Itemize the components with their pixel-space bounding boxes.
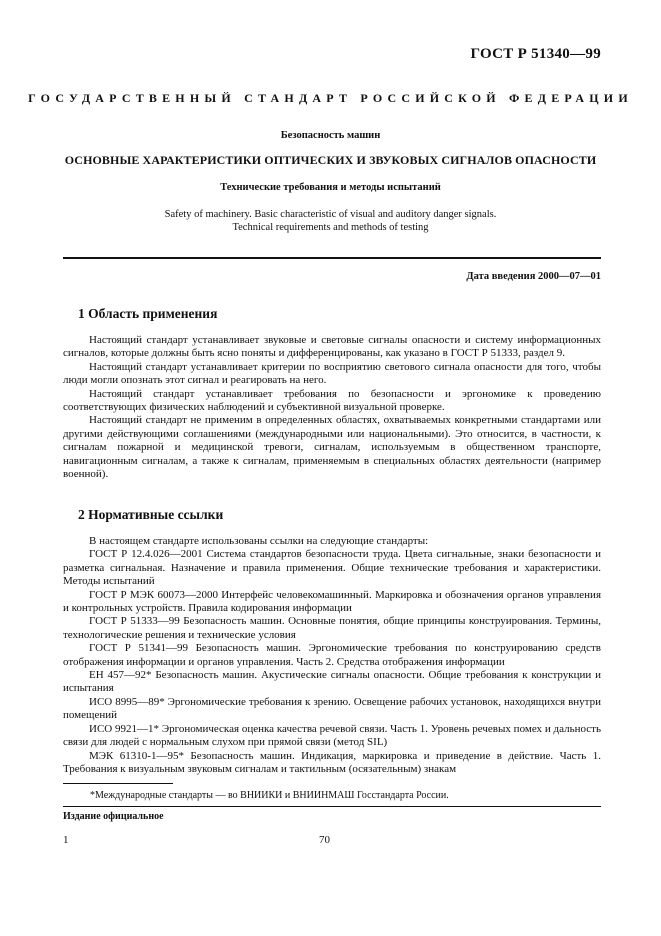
footnote-divider	[63, 783, 173, 784]
official-edition-label: Издание официальное	[63, 811, 164, 822]
reference-item: ИСО 8995—89* Эргономические требования к зрению. Освещение рабочих установок, находящихся внутри помещений	[63, 695, 601, 722]
paragraph: Настоящий стандарт устанавливает критерии по восприятию светового сигнала опасности для того, чтобы люди могли опознать этот сигнал и реагировать на него.	[63, 360, 601, 387]
requirements-subtitle: Технические требования и методы испытаний	[220, 182, 441, 193]
reference-item: ГОСТ Р 12.4.026—2001 Система стандартов безопасности труда. Цвета сигнальные, знаки безопасности и разметка сигнальная. Назначение и правила применения. Общие технические требования и характеристики. Методы испытаний	[63, 548, 601, 588]
reference-item: ГОСТ Р МЭК 60073—2000 Интерфейс человекомашинный. Маркировка и обозначения органов управления и контрольных устройств. Правила кодирования информации	[63, 588, 601, 615]
paragraph: Настоящий стандарт устанавливает требования по безопасности и эргономике к проведению соответствующих физических наблюдений и субъективной визуальной проверке.	[63, 387, 601, 414]
header-divider	[63, 257, 601, 259]
footer-divider	[63, 806, 601, 807]
section-1-body	[63, 334, 601, 481]
page-number-center: 70	[319, 834, 330, 846]
paragraph: В настоящем стандарте использованы ссылки на следующие стандарты:	[89, 535, 429, 547]
section-1-heading: 1 Область применения	[78, 306, 218, 321]
reference-item: ГОСТ Р 51341—99 Безопасность машин. Эргономические требования по конструированию средств отображения информации и органов управления. Часть 2. Средства отображения информации	[63, 642, 601, 668]
english-title-line-1: Safety of machinery. Basic characteristic of visual and auditory danger signals.	[164, 209, 497, 220]
section-2-heading: 2 Нормативные ссылки	[78, 507, 224, 522]
main-title: ОСНОВНЫЕ ХАРАКТЕРИСТИКИ ОПТИЧЕСКИХ И ЗВУКОВЫХ СИГНАЛОВ ОПАСНОСТИ	[64, 153, 597, 167]
english-title	[0, 208, 661, 234]
introduction-date: Дата введения 2000—07—01	[466, 271, 601, 282]
document-code: ГОСТ Р 51340—99	[470, 46, 601, 62]
english-title-line-2: Technical requirements and methods of testing	[232, 222, 429, 233]
footnote: *Международные стандарты — во ВНИИКИ и ВНИИНМАШ Госстандарта России.	[90, 790, 449, 801]
subtitle: Безопасность машин	[280, 130, 381, 141]
paragraph: Настоящий стандарт не применим в определенных областях, охватываемых конкретными стандартами или другими действующими соглашениями (международными или национальными). Это относится, в частности, к сигналам пожарной и медицинской тревоги, сигналам, используемым в общественном транспорте, навигационным сигналам, а также к сигналам, применяемым в специальных областях деятельности (например военной).	[63, 414, 601, 481]
reference-item: МЭК 61310-1—95* Безопасность машин. Индикация, маркировка и приведение в действие. Часть 1. Требования к визуальным звуковым сигналам и тактильным (осязательным) знакам	[63, 749, 601, 775]
state-standard-title: ГОСУДАРСТВЕННЫЙ СТАНДАРТ РОССИЙСКОЙ ФЕДЕРАЦИИ	[28, 91, 633, 105]
page-number-left: 1	[63, 834, 69, 846]
section-2-body	[63, 535, 601, 776]
reference-item: ЕН 457—92* Безопасность машин. Акустические сигналы опасности. Общие требования к конструкции и испытания	[63, 669, 601, 695]
paragraph: Настоящий стандарт устанавливает звуковые и световые сигналы опасности и систему информационных сигналов, которые должны быть ясно поняты и дифференцированы, как указано в ГОСТ Р 51333, раздел 9.	[63, 334, 601, 360]
reference-item: ИСО 9921—1* Эргономическая оценка качества речевой связи. Часть 1. Уровень речевых помех и дальность связи для людей с нормальным слухом при прямой связи (метод SIL)	[63, 722, 601, 749]
reference-item: ГОСТ Р 51333—99 Безопасность машин. Основные понятия, общие принципы конструирования. Термины, технологические решения и технические условия	[63, 615, 601, 641]
